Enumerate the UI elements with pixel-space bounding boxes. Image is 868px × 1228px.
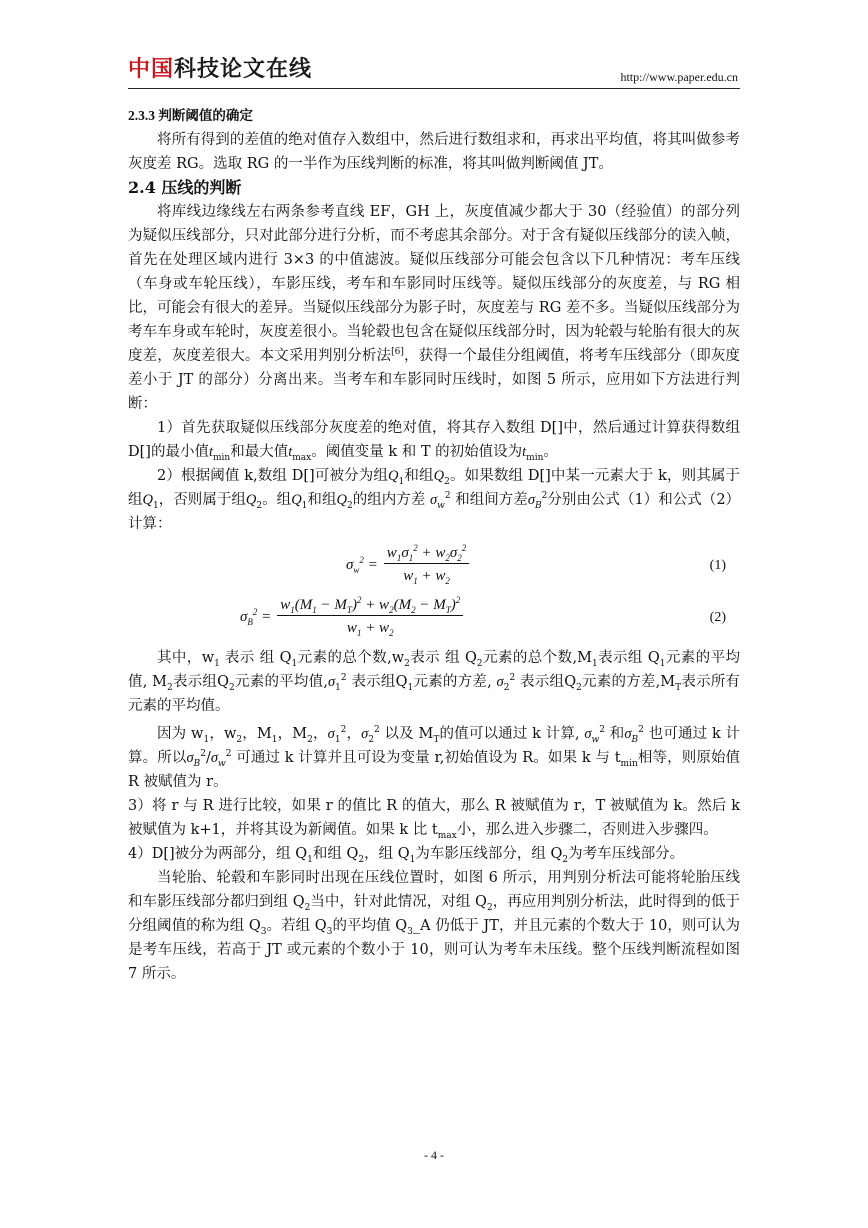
paragraph-because: 因为 $w_1$，$w_2$，$M_1$，$M_2$，$\sigma_1^2$，$\sigma_2^2$ 以及 $M_T$的值可以通过 k 计算, $\sigma_w^2$ 和$\sigma_B^2$ 也可通过 k 计算。所以$\sigma_B^2/\sigma_w^2$ 可通过 k 计算并且可设为变量 r,初始值设为 R。如果 k 与 $t_{min}$相等，则原始值 R 被赋值为 r。 bbox=[128, 725, 741, 790]
page-number: - 4 - bbox=[424, 1148, 444, 1162]
equation-1-number: (1) bbox=[709, 558, 726, 573]
equation-1: $\sigma_w^2$ = $\frac{w_1\sigma_1^2 + w_2\sigma_2^2}{w_1 + w_2}$ (1) bbox=[346, 543, 726, 586]
paragraph-judgment: 将库线边缘线左右两条参考直线 EF，GH 上，灰度值减少都大于 30（经验值）的部分列为疑似压线部分，只对此部分进行分析，而不考虑其余部分。对于含有疑似压线部分的读入帧，首先在处理区域内进行 3×3 的中值滤波。疑似压线部分可能会包含以下几种情况：考车压线（车身或车轮压线），车影压线，考车和车影同时压线等。疑似压线部分的灰度差，与 RG 相比，可能会有很大的差异。当疑似压线部分为影子时，灰度差与 RG 差不多。当疑似压线部分为考车车身或车轮时，灰度差很小。当轮毂也包含在疑似压线部分时，因为轮毂与轮胎有很大的灰度差，灰度差很大。本文采用判别分析法[6]，获得一个最佳分组阈值，将考车压线部分（即灰度差小于 JT 的部分）分离出来。当考车和车影同时压线时，如图 5 所示，应用如下方法进行判断： bbox=[128, 204, 741, 412]
logo-red-text: 中国 bbox=[128, 57, 175, 82]
step-4: 4）D[]被分为两部分，组 $Q_1$和组 $Q_2$，组 $Q_1$为车影压线部分，组 $Q_2$为考车压线部分。 bbox=[128, 846, 685, 865]
header-url[interactable]: http://www.paper.edu.cn bbox=[620, 70, 738, 84]
step-2: 2）根据阈值 k,数组 D[]可被分为组$Q_1$和组$Q_2$。如果数组 D[]中某一元素大于 k，则其属于组$Q_1$，否则属于组$Q_2$。组$Q_1$和组$Q_2$的组内方差 $\sigma_w^2$ 和组间方差$\sigma_B^2$分别由公式（1）和公式（2）计算： bbox=[128, 468, 741, 532]
paragraph-final: 当轮胎、轮毂和车影同时出现在压线位置时，如图 6 所示，用判别分析法可能将轮胎压线和车影压线部分都归到组 $Q_2$当中，针对此情况，对组 $Q_2$，再应用判别分析法，此时得到的低于分组阈值的称为组 $Q_3$。若组 $Q_3$的平均值 $Q_3\_A$ 仍低于 JT，并且元素的个数大于 10，则可认为是考车压线，若高于 JT 或元素的个数小于 10，则可认为考车未压线。整个压线判断流程如图 7 所示。 bbox=[128, 870, 740, 982]
paragraph-where: 其中，$w_1$ 表示 组 $Q_1$元素的总个数$,w_2$表示 组 $Q_2$元素的总个数$,M_1$表示组 $Q_1$元素的平均值, $M_2$表示组$Q_2$元素的平均值$,\sigma_1^2$ 表示组$Q_1$元素的方差, $\sigma_2^2$ 表示组$Q_2$元素的方差$,M_T$表示所有元素的平均值。 bbox=[128, 650, 741, 714]
paragraph-threshold: 将所有得到的差值的绝对值存入数组中，然后进行数组求和，再求出平均值，将其叫做参考灰度差 RG。选取 RG 的一半作为压线判断的标准，将其叫做判断阈值 JT。 bbox=[128, 132, 740, 172]
page-content bbox=[128, 104, 740, 986]
logo-dark-text: 科技论文在线 bbox=[174, 57, 313, 82]
citation: [6] bbox=[391, 347, 404, 358]
logo bbox=[128, 58, 312, 82]
section-heading-233: 2.3.3 判断阈值的确定 bbox=[128, 108, 253, 123]
equation-2-number: (2) bbox=[709, 610, 726, 625]
equation-2: $\sigma_B^2$ = $\frac{w_1(M_1 - M_T)^2 + w_2(M_2 - M_T)^2}{w_1 + w_2}$ (2) bbox=[240, 595, 726, 638]
header-rule bbox=[128, 88, 740, 89]
section-heading-24: 2.4 压线的判断 bbox=[128, 178, 242, 197]
step-3: 3）将 r 与 R 进行比较，如果 r 的值比 R 的值大，那么 R 被赋值为 r，T 被赋值为 k。然后 k 被赋值为 k+1，并将其设为新阈值。如果 k 比 $t_{max}$小，那么进入步骤二，否则进入步骤四。 bbox=[128, 798, 740, 841]
step-1: 1）首先获取疑似压线部分灰度差的绝对值，将其存入数组 D[]中，然后通过计算获得数组 D[]的最小值$t_{min}$和最大值$t_{max}$。阈值变量 k 和 T 的初始值设为$t_{min}$。 bbox=[128, 420, 740, 463]
